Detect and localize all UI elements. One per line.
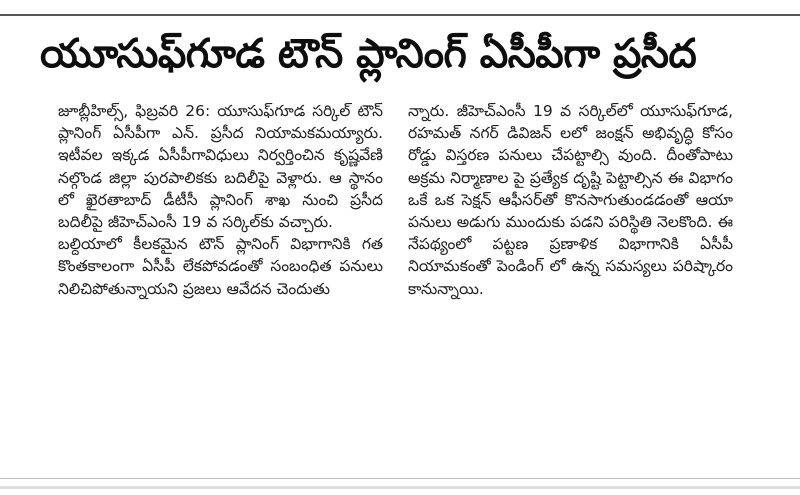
top-rule	[0, 14, 800, 16]
paragraph-2: బల్దియాలో కీలకమైన టౌన్ ప్లానింగ్ విభాగానికి గత కొంతకాలంగా ఏసీపీ లేకపోవడంతో సంబంధిత పనులు నిలిచిపోతున్నాయని ప్రజలు ఆవేదన చెందుతు	[58, 235, 383, 298]
headline: యూసుఫ్‌గూడ టౌన్ ప్లానింగ్ ఏసీపీగా ప్రసీద	[40, 31, 697, 77]
paragraph-1: జూబ్లీహిల్స్, ఫిబ్రవరి 26: యూసుఫ్‌గూడ సర్కిల్ టౌన్ ప్లానింగ్ ఏసీపీగా ఎన్. ప్రసీద నియామకమయ్యారు. ఇటీవల ఇక్కడ ఏసీపీగావిధులు నిర్వర్తించిన కృష్ణవేణి నల్గొండ జిల్లా పురపాలికకు బదిలీపై వెళ్లారు. ఆ స్థానం లో ఖైరతాబాద్ డీటీసీ ప్లానింగ్ శాఖ నుంచి ప్రసీద బదిలీపై జీహెచ్ఎంసీ 19 వ సర్కిల్‌కు వచ్చారు.	[58, 102, 383, 232]
right-column	[408, 100, 733, 300]
bottom-edge	[0, 486, 800, 489]
left-column	[58, 100, 383, 300]
paragraph-3: న్నారు. జీహెచ్ఎంసీ 19 వ సర్కిల్‌లో యూసుఫ్‌గూడ, రహమత్ నగర్ డివిజన్ లలో జంక్షన్ అభివృద్ధి కోసం రోడ్డు విస్తరణ పనులు చేపట్టాల్సి వుంది. దీంతోపాటు అక్రమ నిర్మాణాల పై ప్రత్యేక దృష్టి పెట్టాల్సిన ఈ విభాగం ఒకే ఒక సెక్షన్ ఆఫీసర్‌తో కొనసాగుతుండడంతో ఆయా పనులు అడుగు ముందుకు పడని పరిస్థితి నెలకొంది. ఈ నేపథ్యంలో పట్టణ ప్రణాళిక విభాగానికి ఏసీపీ నియామకంతో పెండింగ్ లో ఉన్న సమస్యలు పరిష్కారం కానున్నాయి.	[408, 102, 733, 298]
bottom-rule	[0, 478, 800, 479]
